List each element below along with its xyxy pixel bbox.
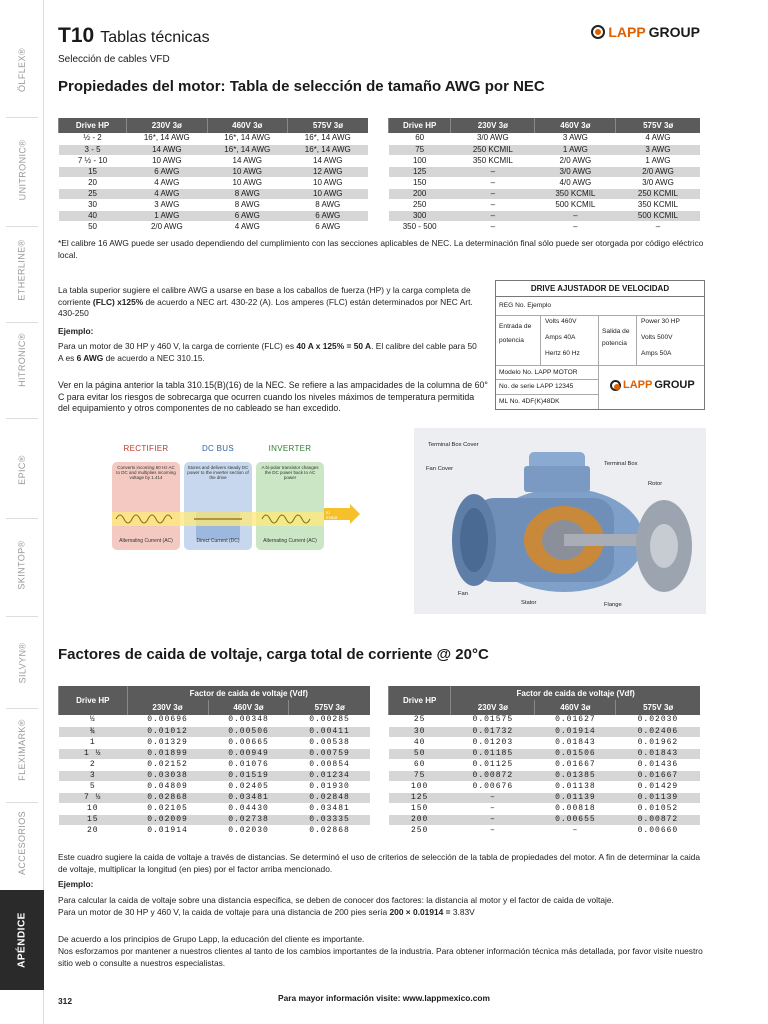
- table-row: [389, 177, 701, 188]
- table-cell: 350 - 500: [389, 221, 451, 232]
- table-row: [389, 210, 701, 221]
- table-row: [59, 155, 369, 166]
- motor-illustration: [414, 428, 706, 614]
- table-cell: 125: [389, 166, 451, 177]
- table-cell: –: [451, 188, 535, 199]
- table-row: [389, 770, 701, 781]
- table-cell: 6 AWG: [127, 166, 207, 177]
- table-cell: ¾: [59, 726, 128, 737]
- table-cell: 60: [389, 759, 451, 770]
- table-row: [59, 748, 371, 759]
- table-cell: 75: [389, 770, 451, 781]
- para-calc-method: Para calcular la caida de voltaje sobre una distancia especifica, se deben de conocer dos factores: la distancia al motor y el factor de caida de voltaje.: [58, 895, 614, 905]
- section-code: T10: [58, 24, 95, 47]
- table-cell: 16*, 14 AWG: [207, 144, 287, 155]
- table-cell: 0.00676: [451, 781, 535, 792]
- drive-nameplate: DRIVE AJUSTADOR DE VELOCIDAD REG No. Ejemplo Entrada de potencia Volts 460V Amps 40A Hertz 60 Hz Salida de potencia Power 30 HP Volts 500V Amps 50A Modelo No. LAPP MOTOR No. de serie LAPP 12345 ML No. 4DF(K)48DK LAPP GROUP: [495, 280, 705, 410]
- dcbus-label: DC BUS: [201, 444, 235, 453]
- table-cell: –: [451, 199, 535, 210]
- para-voltage-drop-explanation: Este cuadro sugiere la caida de voltaje a través de distancias. Se determinó el uso de criterios de selección de la tabla de propiedades del motor. A fin de determinar la caida de voltaje, multiplicar la longitud (en pies) por el factor arriba mencionado.: [58, 852, 700, 874]
- awg-table-left: Drive HP 230V 3ø 460V 3ø 575V 3ø ½ - 2 16*, 14 AWG 16*, 14 AWG 16*, 14 AWG 3 - 5 14 AWG 16*, 14 AWG 16*, 14 AWG 7 ½ - 10 10 AWG 14 AWG 14 AWG 15 6 AWG 10 AWG 12 AWG 20 4 AWG 10 AWG 10 AWG 25 4 AWG 8 AWG 10 AWG 30 3 AWG 8 AWG 8 AWG 40 1 AWG 6 AWG 6 AWG 50 2/0 AWG 4 AWG 6 AWG: [58, 118, 368, 233]
- table-cell: 0.02738: [208, 814, 289, 825]
- example-label-2: Ejemplo:: [58, 879, 94, 889]
- table-cell: 0.01575: [451, 715, 535, 726]
- table-cell: 1 ½: [59, 748, 128, 759]
- table-row: [59, 221, 369, 232]
- table-row: [389, 715, 701, 726]
- table-row: [389, 792, 701, 803]
- table-cell: 0.03038: [127, 770, 208, 781]
- table-cell: 3/0 AWG: [616, 177, 700, 188]
- para-principles: De acuerdo a los principios de Grupo Lapp, la educación del cliente es importante.: [58, 934, 365, 944]
- table-cell: 8 AWG: [207, 199, 287, 210]
- table-cell: 0.02405: [208, 781, 289, 792]
- table-cell: 60: [389, 133, 451, 144]
- sidebar-item-olflex[interactable]: ÖLFLEX®: [16, 48, 27, 92]
- table-cell: 0.01203: [451, 737, 535, 748]
- table-row: [389, 748, 701, 759]
- table-cell: 3 AWG: [535, 133, 616, 144]
- table-cell: 10 AWG: [127, 155, 207, 166]
- table-cell: 4 AWG: [207, 221, 287, 232]
- sidebar-item-etherline[interactable]: ETHERLINE®: [17, 239, 27, 301]
- table-cell: 20: [59, 177, 127, 188]
- table-cell: ½: [59, 715, 128, 726]
- table-cell: 0.00538: [289, 737, 370, 748]
- sidebar-item-fleximark[interactable]: FLEXIMARK®: [17, 719, 27, 781]
- label-flange: Flange: [604, 602, 622, 608]
- table-cell: 0.01076: [208, 759, 289, 770]
- table-cell: 0.02009: [127, 814, 208, 825]
- table-cell: 6 AWG: [207, 210, 287, 221]
- page-number: 312: [58, 996, 72, 1006]
- table-cell: 0.00872: [451, 770, 535, 781]
- table-row: [389, 737, 701, 748]
- table-cell: 2/0 AWG: [616, 166, 700, 177]
- table-cell: 3/0 AWG: [535, 166, 616, 177]
- label-rotor: Rotor: [648, 481, 663, 487]
- table-cell: 0.03481: [208, 792, 289, 803]
- table-cell: 0.00411: [289, 726, 370, 737]
- table-cell: 3: [59, 770, 128, 781]
- table-cell: 500 KCMIL: [616, 210, 700, 221]
- table-cell: 0.00348: [208, 715, 289, 726]
- table-cell: 0.00949: [208, 748, 289, 759]
- table-cell: 0.01667: [616, 770, 700, 781]
- table-cell: 0.02868: [289, 825, 370, 836]
- table-cell: 250 KCMIL: [451, 144, 535, 155]
- table-cell: 4 AWG: [127, 177, 207, 188]
- table-cell: 0.00506: [208, 726, 289, 737]
- table-cell: 0.03481: [289, 803, 370, 814]
- table-cell: –: [535, 825, 616, 836]
- table-cell: 40: [389, 737, 451, 748]
- label-terminal-box: Terminal Box: [604, 461, 638, 467]
- table-row: [59, 166, 369, 177]
- label-terminal-box-cover: Terminal Box Cover: [428, 442, 479, 448]
- table-cell: 2/0 AWG: [127, 221, 207, 232]
- table-row: [59, 199, 369, 210]
- vdf-table-right: Drive HP Factor de caida de voltaje (Vdf) 230V 3ø 460V 3ø 575V 3ø 25 0.01575 0.01627 0.02030 30 0.01732 0.01914 0.02406 40 0.01203 0.01843 0.01962 50 0.01185 0.01506 0.01843 60 0.01125 0.01667 0.01436 75 0.00872 0.01385 0.01667 100 0.00676 0.01138 0.01429 125 – 0.01139 0.01139 150 – 0.00818 0.01052 200 – 0.00655 0.00872 250 – – 0.00660: [388, 686, 700, 837]
- table-cell: 1 AWG: [616, 155, 700, 166]
- table-cell: 8 AWG: [207, 188, 287, 199]
- table-cell: 0.01436: [616, 759, 700, 770]
- vdf-table-left: Drive HP Factor de caida de voltaje (Vdf) 230V 3ø 460V 3ø 575V 3ø ½ 0.00696 0.00348 0.00285 ¾ 0.01012 0.00506 0.00411 1 0.01329 0.00665 0.00538 1 ½ 0.01899 0.00949 0.00759 2 0.02152 0.01076 0.00854 3 0.03038 0.01519 0.01234 5 0.04809 0.02405 0.01930 7 ½ 0.02868 0.03481 0.02848 10 0.02105 0.04430 0.03481 15 0.02009 0.02738 0.03335 20 0.01914 0.02030 0.02868: [58, 686, 370, 837]
- table-row: [59, 210, 369, 221]
- table-cell: 10 AWG: [288, 188, 368, 199]
- table-cell: 1: [59, 737, 128, 748]
- table-cell: 0.01914: [535, 726, 616, 737]
- page-title: Tablas técnicas: [100, 29, 210, 46]
- table-row: [389, 188, 701, 199]
- table-cell: –: [451, 177, 535, 188]
- table-cell: 0.00759: [289, 748, 370, 759]
- page-subtitle: Selección de cables VFD: [58, 54, 170, 65]
- table-cell: 0.01385: [535, 770, 616, 781]
- table-cell: 3 AWG: [127, 199, 207, 210]
- table-cell: 12 AWG: [288, 166, 368, 177]
- table-cell: 15: [59, 166, 127, 177]
- table-cell: 40: [59, 210, 127, 221]
- table-row: [59, 759, 371, 770]
- table-cell: 6 AWG: [288, 221, 368, 232]
- table-cell: 0.01627: [535, 715, 616, 726]
- table-row: [59, 715, 371, 726]
- table-cell: 0.04430: [208, 803, 289, 814]
- sidebar-item-hitronic[interactable]: HITRONIC®: [17, 333, 28, 387]
- table-cell: 0.01234: [289, 770, 370, 781]
- table-cell: 0.02868: [127, 792, 208, 803]
- label-fan: Fan: [458, 591, 468, 597]
- vfd-inverter-diagram: RECTIFIER DC BUS INVERTER Converts incoming 60 Hz AC to DC and multiplies incoming voltage by 1.414 Alternating Current (AC) Stores and delivers steady DC power to the inverter section of the drive Direct Current (DC) A bi-polar transistor changes the DC power back to AC power Alternating Current (AC) to motor: [112, 444, 324, 559]
- table-row: [59, 177, 369, 188]
- sidebar-item-apendice[interactable]: APÉNDICE: [0, 890, 44, 990]
- table-cell: 0.02105: [127, 803, 208, 814]
- table-cell: 1 AWG: [127, 210, 207, 221]
- table-cell: 10 AWG: [207, 166, 287, 177]
- table-cell: 100: [389, 781, 451, 792]
- table-cell: 25: [389, 715, 451, 726]
- table-row: [59, 825, 371, 836]
- table-row: [59, 188, 369, 199]
- table-cell: 250 KCMIL: [616, 188, 700, 199]
- table-cell: 200: [389, 188, 451, 199]
- table-row: [389, 155, 701, 166]
- label-stator: Stator: [521, 600, 537, 606]
- table-row: [59, 814, 371, 825]
- table-cell: 250: [389, 825, 451, 836]
- table-cell: 0.02030: [616, 715, 700, 726]
- table-cell: –: [451, 166, 535, 177]
- table-cell: 0.03335: [289, 814, 370, 825]
- sidebar: [0, 0, 44, 1024]
- table-cell: 14 AWG: [288, 155, 368, 166]
- table-cell: 0.00665: [208, 737, 289, 748]
- table-cell: 2: [59, 759, 128, 770]
- table-cell: 4 AWG: [127, 188, 207, 199]
- table-cell: 10: [59, 803, 128, 814]
- table-row: [389, 144, 701, 155]
- table-cell: 0.01732: [451, 726, 535, 737]
- table-cell: 30: [389, 726, 451, 737]
- table-cell: 6 AWG: [288, 210, 368, 221]
- para-nec-reference: Ver en la página anterior la tabla 310.15(B)(16) de la NEC. Se refiere a las ampacidades de la columna de 60° C para evitar los riesgos de sobrecarga que ocurren cuando los niveles máximos de temperatura permitida del equipamiento y otros componentes de no cableado se han excedido.: [58, 380, 488, 413]
- sidebar-item-epic[interactable]: EPIC®: [16, 455, 27, 485]
- table-cell: 50: [389, 748, 451, 759]
- table-row: [59, 726, 371, 737]
- table-cell: 3 AWG: [616, 144, 700, 155]
- table-cell: 7 ½: [59, 792, 128, 803]
- table-cell: 50: [59, 221, 127, 232]
- table-cell: 75: [389, 144, 451, 155]
- awg-table-right: Drive HP 230V 3ø 460V 3ø 575V 3ø 60 3/0 AWG 3 AWG 4 AWG 75 250 KCMIL 1 AWG 3 AWG 100 350 KCMIL 2/0 AWG 1 AWG 125 – 3/0 AWG 2/0 AWG 150 – 4/0 AWG 3/0 AWG 200 – 350 KCMIL 250 KCMIL 250 – 500 KCMIL 350 KCMIL 300 – – 500 KCMIL 350 - 500 – – –: [388, 118, 700, 233]
- table-cell: 0.01185: [451, 748, 535, 759]
- table-cell: 20: [59, 825, 128, 836]
- table-cell: 0.01899: [127, 748, 208, 759]
- table-cell: 16*, 14 AWG: [127, 133, 207, 144]
- dcbus-block: Stores and delivers steady DC power to the inverter section of the drive Direct Current (DC): [184, 462, 252, 550]
- table-cell: 0.00285: [289, 715, 370, 726]
- table-cell: 0.00854: [289, 759, 370, 770]
- section-heading-voltage-drop: Factores de caida de voltaje, carga total de corriente @ 20°C: [58, 646, 489, 663]
- table-cell: 0.02152: [127, 759, 208, 770]
- table-cell: 0.01329: [127, 737, 208, 748]
- section-heading-awg: Propiedades del motor: Tabla de selección de tamaño AWG por NEC: [58, 78, 545, 95]
- table-cell: 350 KCMIL: [616, 199, 700, 210]
- table-cell: 0.00660: [616, 825, 700, 836]
- table-cell: 0.01012: [127, 726, 208, 737]
- table-row: [59, 737, 371, 748]
- table-row: [389, 166, 701, 177]
- table-cell: 0.00872: [616, 814, 700, 825]
- table-cell: 250: [389, 199, 451, 210]
- table-row: [389, 221, 701, 232]
- inverter-label: INVERTER: [268, 444, 312, 453]
- table-cell: 10 AWG: [288, 177, 368, 188]
- table-row: [389, 199, 701, 210]
- table-cell: 0.04809: [127, 781, 208, 792]
- table-cell: 150: [389, 803, 451, 814]
- sidebar-item-silvyn[interactable]: SILVYN®: [17, 642, 27, 683]
- footer-website[interactable]: Para mayor información visite: www.lappmexico.com: [278, 993, 490, 1003]
- table-cell: 8 AWG: [288, 199, 368, 210]
- table-cell: 3 - 5: [59, 144, 127, 155]
- table-cell: 3/0 AWG: [451, 133, 535, 144]
- table-cell: 0.01930: [289, 781, 370, 792]
- table-cell: 0.01429: [616, 781, 700, 792]
- table-cell: 16*, 14 AWG: [288, 133, 368, 144]
- sidebar-item-skintop[interactable]: SKINTOP®: [17, 540, 27, 590]
- motor-cutaway-diagram: [414, 428, 706, 614]
- example-label: Ejemplo:: [58, 326, 94, 336]
- sidebar-item-accesorios[interactable]: ACCESORIOS: [17, 810, 28, 875]
- table-cell: –: [451, 814, 535, 825]
- awg-footnote: *El calibre 16 AWG puede ser usado dependiendo del cumplimiento con las secciones aplicables de NEC. La determinación final sólo puede ser otorgada por código eléctrico local.: [58, 238, 704, 260]
- table-cell: 1 AWG: [535, 144, 616, 155]
- table-row: [59, 133, 369, 144]
- table-cell: 0.01139: [535, 792, 616, 803]
- table-cell: 25: [59, 188, 127, 199]
- table-row: [389, 825, 701, 836]
- table-cell: –: [451, 825, 535, 836]
- table-cell: 350 KCMIL: [451, 155, 535, 166]
- label-fan-cover: Fan Cover: [426, 466, 454, 472]
- table-row: [389, 803, 701, 814]
- table-cell: 0.01052: [616, 803, 700, 814]
- table-row: [59, 803, 371, 814]
- table-cell: –: [535, 210, 616, 221]
- table-cell: 0.01138: [535, 781, 616, 792]
- table-row: [389, 781, 701, 792]
- table-cell: 0.01519: [208, 770, 289, 781]
- para-example-2: Para un motor de 30 HP y 460 V, la caida de voltaje para una distancia de 200 pies sería 200 × 0.01914 = 3.83V: [58, 907, 475, 917]
- rectifier-block: Converts incoming 60 Hz AC to DC and multiplies incoming voltage by 1.414 Alternating Current (AC): [112, 462, 180, 550]
- page-header: [58, 24, 210, 48]
- sidebar-item-unitronic[interactable]: UNITRONIC®: [17, 139, 28, 201]
- table-cell: 500 KCMIL: [535, 199, 616, 210]
- table-cell: –: [535, 221, 616, 232]
- table-cell: 350 KCMIL: [535, 188, 616, 199]
- inverter-block: A bi-polar transistor changes the DC power back to AC power Alternating Current (AC): [256, 462, 324, 550]
- table-cell: 0.01139: [616, 792, 700, 803]
- table-cell: –: [451, 221, 535, 232]
- table-cell: 0.02848: [289, 792, 370, 803]
- table-cell: 150: [389, 177, 451, 188]
- table-cell: –: [451, 803, 535, 814]
- para-awg-explanation: La tabla superior sugiere el calibre AWG a usarse en base a los caballos de fuerza (HP) y la carga completa de corriente (FLC) x125% de acuerdo a NEC art. 430-22 (A). Los amperes (FLC) están determinados por NEC Art. 430-250: [58, 285, 473, 318]
- table-cell: 16*, 14 AWG: [288, 144, 368, 155]
- table-cell: 2/0 AWG: [535, 155, 616, 166]
- rectifier-label: RECTIFIER: [123, 444, 169, 453]
- table-cell: 125: [389, 792, 451, 803]
- lapp-group-logo: LAPP GROUP: [591, 24, 700, 40]
- table-row: [389, 133, 701, 144]
- table-cell: 15: [59, 814, 128, 825]
- table-row: [59, 781, 371, 792]
- table-cell: 100: [389, 155, 451, 166]
- table-cell: 0.02030: [208, 825, 289, 836]
- table-cell: ½ - 2: [59, 133, 127, 144]
- para-example-1: Para un motor de 30 HP y 460 V, la carga de corriente (FLC) es 40 A x 125% = 50 A. El calibre del cable para 50 A es 6 AWG de acuerdo a NEC 310.15.: [58, 341, 477, 363]
- table-row: [389, 814, 701, 825]
- table-row: [389, 726, 701, 737]
- table-cell: 200: [389, 814, 451, 825]
- table-cell: 7 ½ - 10: [59, 155, 127, 166]
- table-cell: –: [616, 221, 700, 232]
- table-cell: –: [451, 792, 535, 803]
- table-cell: 0.01962: [616, 737, 700, 748]
- table-cell: 14 AWG: [207, 155, 287, 166]
- table-cell: 300: [389, 210, 451, 221]
- table-cell: 0.00818: [535, 803, 616, 814]
- table-cell: 0.01914: [127, 825, 208, 836]
- table-cell: 14 AWG: [127, 144, 207, 155]
- table-cell: 0.00696: [127, 715, 208, 726]
- table-cell: 5: [59, 781, 128, 792]
- table-cell: 4/0 AWG: [535, 177, 616, 188]
- current-waveform: [112, 506, 324, 532]
- table-row: [389, 759, 701, 770]
- table-cell: 30: [59, 199, 127, 210]
- table-cell: 0.01843: [535, 737, 616, 748]
- table-cell: 0.01667: [535, 759, 616, 770]
- table-cell: 0.01125: [451, 759, 535, 770]
- lapp-logo-icon: [610, 380, 621, 391]
- table-row: [59, 144, 369, 155]
- table-cell: 0.00655: [535, 814, 616, 825]
- table-cell: 0.01843: [616, 748, 700, 759]
- drive-lapp-logo: LAPP GROUP: [610, 379, 695, 391]
- table-cell: 16*, 14 AWG: [207, 133, 287, 144]
- table-cell: 10 AWG: [207, 177, 287, 188]
- table-row: [59, 770, 371, 781]
- table-cell: 0.01506: [535, 748, 616, 759]
- table-cell: –: [451, 210, 535, 221]
- table-cell: 4 AWG: [616, 133, 700, 144]
- lapp-logo-icon: [591, 25, 605, 39]
- table-row: [59, 792, 371, 803]
- para-contact: Nos esforzamos por mantener a nuestros clientes al tanto de los cambios importantes de la industria. Para obtener información técnica más detallada, por favor visite nuestro sitio web o consulte a nuestros especialistas.: [58, 946, 703, 968]
- table-cell: 0.02406: [616, 726, 700, 737]
